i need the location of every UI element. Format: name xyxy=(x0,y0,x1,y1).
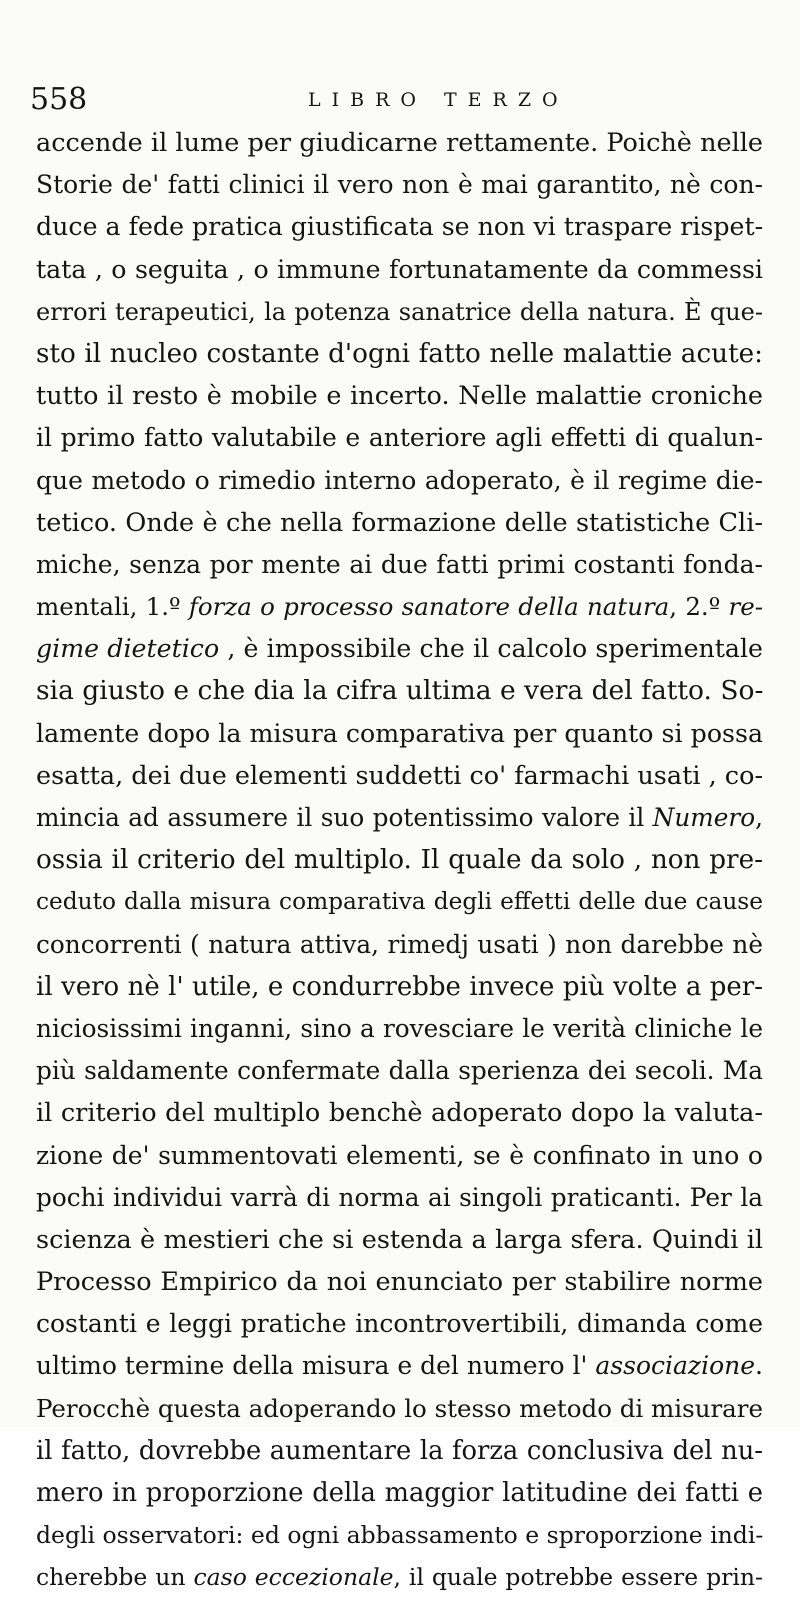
text-segment: pochi individui varrà di norma ai singoli praticanti. Per la xyxy=(36,1182,763,1212)
text-line xyxy=(36,291,763,333)
text-line xyxy=(36,755,763,797)
text-segment: ceduto dalla misura comparativa degli effetti delle due cause xyxy=(36,888,763,916)
text-segment: Storie de' fatti clinici il vero non è mai garantito, nè con- xyxy=(36,170,763,200)
text-segment: il vero nè l' utile, e condurrebbe invece più volte a per- xyxy=(36,971,763,1002)
text-line xyxy=(36,1430,763,1472)
text-line xyxy=(36,1092,763,1134)
text-segment: tetico. Onde è che nella formazione delle statistiche Cli- xyxy=(36,507,763,538)
text-line xyxy=(36,122,763,164)
text-segment: ultimo termine della misura e del numero l' xyxy=(36,1351,596,1381)
text-line xyxy=(36,839,763,881)
text-line xyxy=(36,628,763,670)
text-segment: , il quale potrebbe essere prin- xyxy=(393,1563,763,1592)
italic-text: associazione xyxy=(595,1351,756,1381)
text-line xyxy=(36,586,763,628)
text-segment: ossia il criterio del multiplo. Il quale da solo , non pre- xyxy=(36,845,763,876)
italic-text: re- xyxy=(728,592,763,622)
text-segment: Processo Empirico da noi enunciato per stabilire norme xyxy=(36,1267,763,1298)
text-segment: scienza è mestieri che si estenda a larga sfera. Quindi il xyxy=(36,1224,763,1255)
text-line xyxy=(36,333,763,375)
text-segment: , xyxy=(755,803,763,832)
text-line xyxy=(36,1303,763,1345)
text-segment: sto il nucleo costante d'ogni fatto nelle malattie acute: xyxy=(36,338,763,369)
text-segment: concorrenti ( natura attiva, rimedj usati ) non darebbe nè xyxy=(36,929,763,959)
text-line xyxy=(36,375,763,417)
text-line xyxy=(36,881,763,923)
text-segment: mentali, 1.º xyxy=(36,592,189,622)
text-line xyxy=(36,1050,763,1092)
text-line xyxy=(36,417,763,459)
text-segment: mincia ad assumere il suo potentissimo valore il xyxy=(36,803,653,832)
text-line xyxy=(36,460,763,502)
italic-text: Numero xyxy=(652,803,756,832)
text-segment: costanti e leggi pratiche incontrovertibili, dimanda come xyxy=(36,1309,763,1339)
text-line xyxy=(36,502,763,544)
italic-text: caso eccezionale xyxy=(193,1563,394,1592)
text-segment: que metodo o rimedio interno adoperato, è il regime die- xyxy=(36,465,763,495)
text-segment: degli osservatori: ed ogni abbassamento e sproporzione indi- xyxy=(36,1521,764,1550)
text-line xyxy=(36,1261,763,1303)
text-line xyxy=(36,1388,763,1430)
text-segment: Perocchè questa adoperando lo stesso metodo di misurare xyxy=(36,1393,763,1423)
text-segment: cherebbe un xyxy=(36,1563,194,1592)
text-line xyxy=(36,164,763,206)
text-segment: sia giusto e che dia la cifra ultima e vera del fatto. So- xyxy=(36,675,764,707)
text-segment: zione de' summentovati elementi, se è confinato in uno o xyxy=(36,1140,763,1170)
text-segment: , 2.º xyxy=(669,592,729,622)
text-line xyxy=(36,1345,763,1387)
text-segment: il criterio del multiplo benchè adoperato dopo la valuta- xyxy=(36,1098,763,1129)
running-head: LIBRO TERZO xyxy=(308,89,569,111)
text-segment: più saldamente confermate dalla sperienza dei secoli. Ma xyxy=(36,1056,763,1086)
text-segment: lamente dopo la misura comparativa per quanto si possa xyxy=(36,718,763,748)
text-line xyxy=(36,1135,763,1177)
page-header xyxy=(30,80,770,120)
text-segment: tutto il resto è mobile e incerto. Nelle malattie croniche xyxy=(36,381,763,412)
italic-text: gime dietetico xyxy=(36,634,220,664)
text-line xyxy=(36,1472,763,1514)
text-line xyxy=(36,1556,763,1598)
text-segment: il fatto, dovrebbe aumentare la forza conclusiva del nu- xyxy=(36,1435,763,1466)
text-line xyxy=(36,924,763,966)
text-segment: miche, senza por mente ai due fatti primi costanti fonda- xyxy=(36,549,763,579)
text-segment: esatta, dei due elementi suddetti co' farmachi usati , co- xyxy=(36,760,764,791)
text-segment: tata , o seguita , o immune fortunatamente da commessi xyxy=(36,254,763,284)
text-segment: niciosissimi inganni, sino a rovesciare le verità cliniche le xyxy=(36,1013,763,1043)
text-line xyxy=(36,1514,763,1556)
text-line xyxy=(36,1219,763,1261)
text-line xyxy=(36,206,763,248)
body-text xyxy=(36,122,763,1599)
text-line xyxy=(36,249,763,291)
italic-text: forza o processo sanatore della natura xyxy=(188,592,670,622)
text-line xyxy=(36,544,763,586)
text-segment: errori terapeutici, la potenza sanatrice della natura. È que- xyxy=(36,297,763,326)
text-segment: . xyxy=(755,1351,763,1381)
text-line xyxy=(36,1177,763,1219)
text-line xyxy=(36,713,763,755)
text-segment: accende il lume per giudicarne rettamente. Poichè nelle xyxy=(36,128,763,158)
text-line xyxy=(36,797,763,839)
text-line xyxy=(36,1008,763,1050)
text-line xyxy=(36,670,763,712)
text-segment: mero in proporzione della maggior latitudine dei fatti e xyxy=(36,1478,763,1508)
text-segment: , è impossibile che il calcolo sperimentale xyxy=(219,634,763,664)
text-line xyxy=(36,966,763,1008)
page-number: 558 xyxy=(30,82,88,117)
text-segment: duce a fede pratica giustificata se non vi traspare rispet- xyxy=(36,212,764,242)
text-segment: il primo fatto valutabile e anteriore agli effetti di qualun- xyxy=(36,423,763,453)
